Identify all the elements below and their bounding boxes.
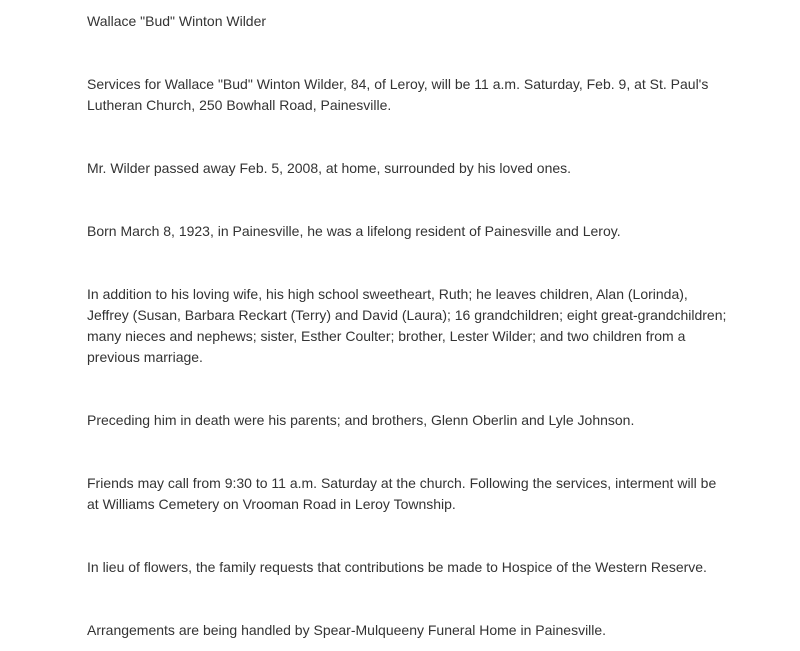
paragraph-arrangements: Arrangements are being handled by Spear-Mulqueeny Funeral Home in Painesville. bbox=[87, 622, 607, 638]
paragraph-survivors: In addition to his loving wife, his high school sweetheart, Ruth; he leaves children, Alan (Lorinda), Jeffrey (Susan, Barbara Reckart (Terry) and David (Laura); 16 grandchildren; eight great-grandchildren; many nieces and nephews; sister, Esther Coulter; brother, Lester Wilder; and two children from a previous marriage. bbox=[87, 286, 727, 365]
paragraph-visitation: Friends may call from 9:30 to 11 a.m. Saturday at the church. Following the services, interment will be at Williams Cemetery on Vrooman Road in Leroy Township. bbox=[87, 475, 717, 512]
paragraph-birth: Born March 8, 1923, in Painesville, he was a lifelong resident of Painesville and Leroy. bbox=[87, 223, 621, 239]
obituary-title: Wallace "Bud" Winton Wilder bbox=[87, 13, 267, 29]
paragraph-services: Services for Wallace "Bud" Winton Wilder, 84, of Leroy, will be 11 a.m. Saturday, Feb. 9, at St. Paul's Lutheran Church, 250 Bowhall Road, Painesville. bbox=[87, 76, 709, 113]
paragraph-passing: Mr. Wilder passed away Feb. 5, 2008, at home, surrounded by his loved ones. bbox=[87, 160, 572, 176]
paragraph-preceded: Preceding him in death were his parents; and brothers, Glenn Oberlin and Lyle Johnson. bbox=[87, 412, 635, 428]
paragraph-contributions: In lieu of flowers, the family requests that contributions be made to Hospice of the Western Reserve. bbox=[87, 559, 707, 575]
